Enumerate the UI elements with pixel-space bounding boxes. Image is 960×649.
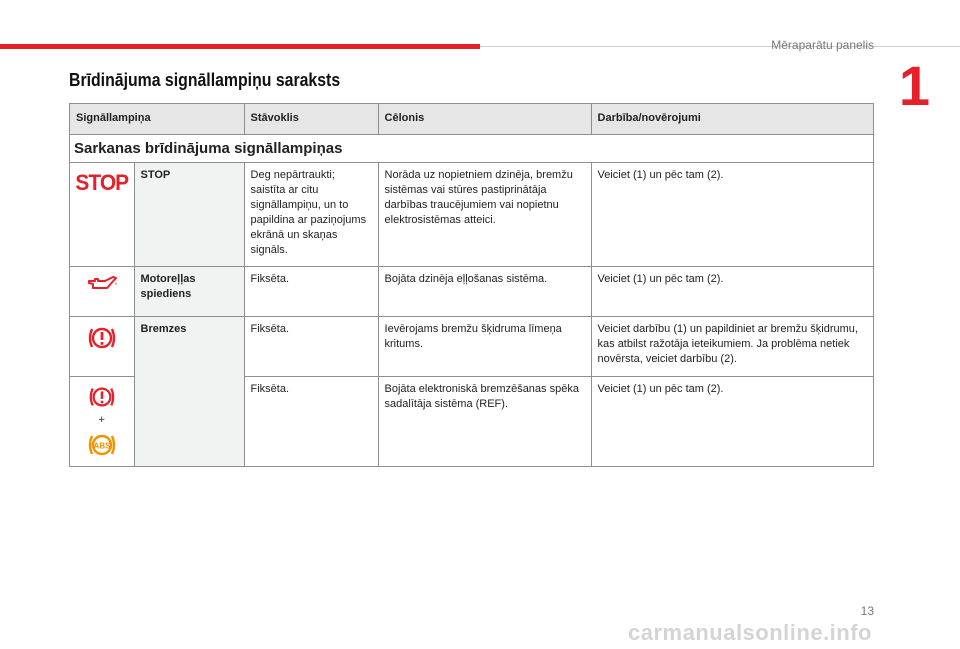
lamp-action: Veiciet (1) un pēc tam (2). (591, 377, 873, 467)
lamp-action: Veiciet (1) un pēc tam (2). (591, 267, 873, 317)
icon-cell (70, 163, 135, 267)
table-header-row (70, 104, 874, 135)
table-row (70, 163, 874, 267)
plus-sign: + (98, 414, 105, 426)
icon-cell (70, 317, 135, 377)
column-header-action: Darbība/novērojumi (591, 104, 873, 135)
lamp-name: Bremzes (134, 317, 244, 467)
group-row (70, 135, 874, 163)
page-heading: Brīdinājuma signāllampiņu saraksts (69, 70, 341, 90)
brake-warning-icon (86, 383, 118, 411)
lamp-cause: Ievērojams bremžu šķidruma līmeņa kritums. (378, 317, 591, 377)
abs-label: ABS (93, 441, 111, 451)
icon-cell (70, 377, 135, 467)
column-header-lamp: Signāllampiņa (70, 104, 245, 135)
lamp-action: Veiciet darbību (1) un papildiniet ar bremžu šķidrumu, kas atbilst ražotāja ieteikumiem. Ja problēma netiek novērsta, veiciet darbību (2). (591, 317, 873, 377)
abs-icon (86, 430, 118, 460)
icon-cell (70, 267, 135, 317)
lamp-state: Fiksēta. (244, 267, 378, 317)
lamp-state: Deg nepārtraukti; saistīta ar citu signāllampiņu, un to papildina ar paziņojums ekrānā un skaņas signāls. (244, 163, 378, 267)
stop-icon: STOP (75, 170, 129, 195)
lamp-state: Fiksēta. (244, 377, 378, 467)
lamp-cause: Bojāta dzinēja eļļošanas sistēma. (378, 267, 591, 317)
warning-lamps-table (69, 103, 874, 467)
lamp-name: Motoreļļas spiediens (134, 267, 244, 317)
brake-warning-icon (86, 323, 118, 353)
lamp-cause: Bojāta elektroniskā bremzēšanas spēka sadalītāja sistēma (REF). (378, 377, 591, 467)
header-grey-line (480, 46, 960, 47)
chapter-number: 1 (898, 54, 930, 117)
column-header-state: Stāvoklis (244, 104, 378, 135)
page-number: 13 (860, 604, 874, 618)
table-row (70, 317, 874, 377)
lamp-state: Fiksēta. (244, 317, 378, 377)
lamp-cause: Norāda uz nopietniem dzinēja, bremžu sistēmas vai stūres pastiprinātāja darbības traucējumiem vai nopietnu elektrosistēmas atteici. (378, 163, 591, 267)
watermark: carmanualsonline.info (628, 620, 872, 645)
column-header-cause: Cēlonis (378, 104, 591, 135)
section-title: Mēraparātu panelis (771, 38, 874, 52)
header-red-bar (0, 44, 480, 49)
table-row (70, 267, 874, 317)
lamp-name: STOP (134, 163, 244, 267)
oil-can-icon (85, 273, 119, 293)
lamp-action: Veiciet (1) un pēc tam (2). (591, 163, 873, 267)
brake-abs-icon (74, 383, 130, 460)
group-title: Sarkanas brīdinājuma signāllampiņas (70, 135, 874, 163)
